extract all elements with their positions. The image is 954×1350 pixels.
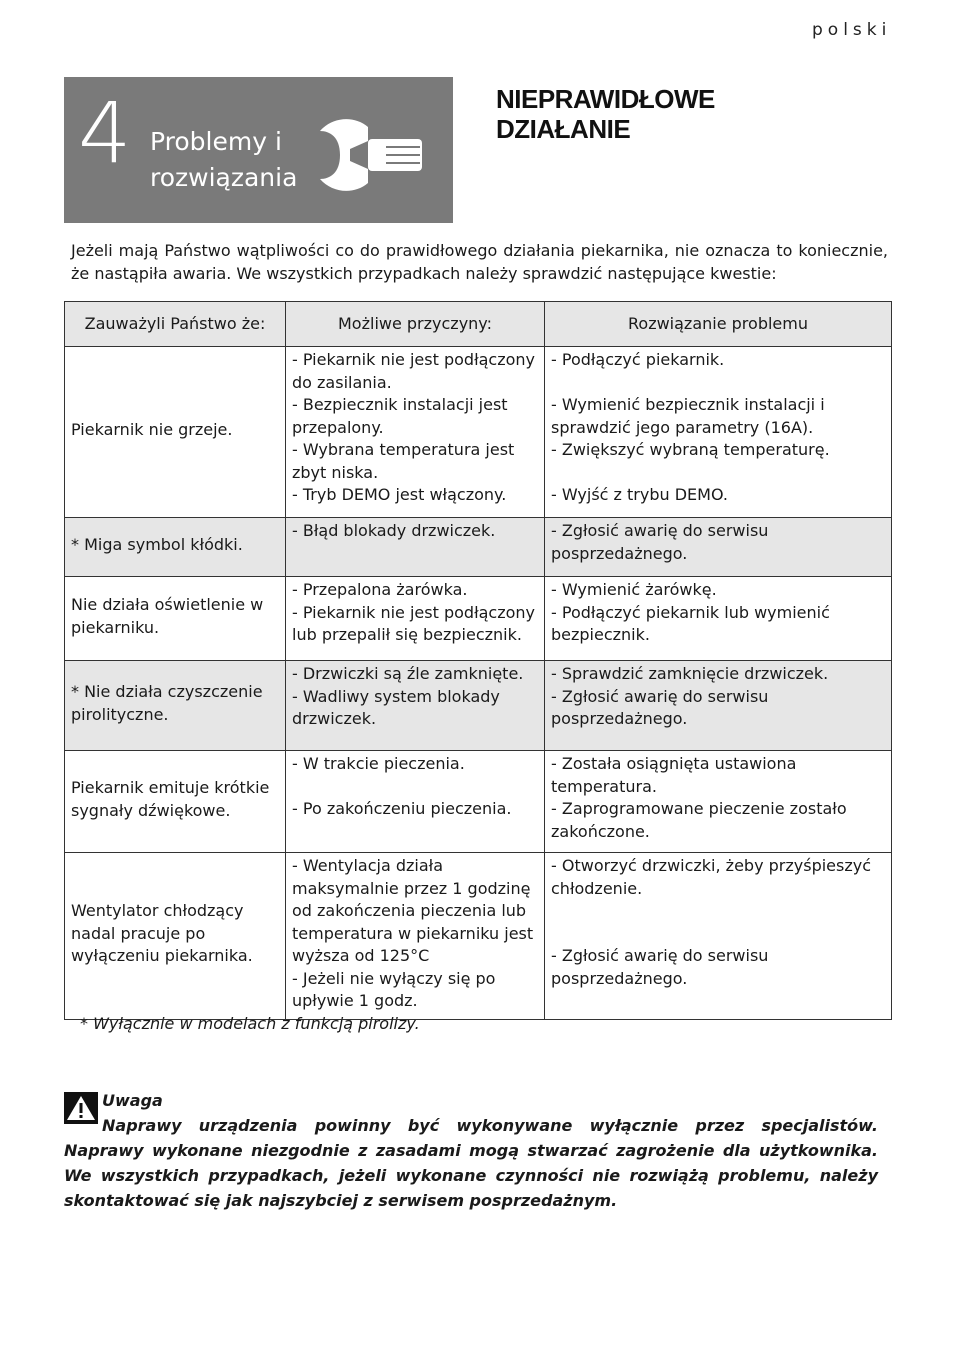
language-label: polski — [812, 20, 892, 40]
cell-spacer — [551, 900, 885, 923]
table-row — [65, 751, 892, 853]
cause-item: - Piekarnik nie jest podłączony lub przepalił się bezpiecznik. — [292, 602, 536, 644]
symptom-cell: Piekarnik nie grzeje. — [65, 347, 286, 518]
intro-paragraph: Jeżeli mają Państwo wątpliwości co do prawidłowego działania piekarnika, nie oznacza to koniecznie, że nastąpiła awaria. We wszystkich przypadkach należy sprawdzić następujące kwestie: — [71, 241, 888, 283]
solution-item: - Zgłosić awarię do serwisu posprzedażnego. — [551, 686, 769, 728]
solutions-cell — [545, 853, 892, 1020]
solution-item: - Została osiągnięta ustawiona temperatura. — [551, 754, 797, 796]
cause-item: - Piekarnik nie jest podłączony do zasilania. — [292, 350, 536, 392]
causes-cell — [286, 853, 545, 1020]
footnote: * Wyłącznie w modelach z funkcją pirolizy. — [80, 1014, 420, 1033]
solutions-cell — [545, 577, 892, 661]
table-header-row — [65, 302, 892, 347]
cause-item: - Błąd blokady drzwiczek. — [292, 521, 496, 540]
symptom-cell: * Miga symbol kłódki. — [65, 518, 286, 577]
causes-cell — [286, 518, 545, 577]
solution-item: - Zgłosić awarię do serwisu posprzedażnego. — [551, 521, 769, 563]
solution-item: - Podłączyć piekarnik. — [551, 350, 725, 369]
troubleshooting-table — [64, 301, 892, 1020]
chapter-title-line2: rozwiązania — [150, 163, 298, 192]
causes-cell — [286, 751, 545, 853]
header-solutions: Rozwiązanie problemu — [545, 302, 892, 347]
symptom-cell: Nie działa oświetlenie w piekarniku. — [65, 577, 286, 661]
chapter-title-line1: Problemy i — [150, 127, 282, 156]
solutions-cell — [545, 751, 892, 853]
solutions-cell — [545, 661, 892, 751]
solutions-cell — [545, 347, 892, 518]
solution-item: - Wyjść z trybu DEMO. — [551, 485, 728, 504]
header-causes: Możliwe przyczyny: — [286, 302, 545, 347]
header-symptom: Zauważyli Państwo że: — [65, 302, 286, 347]
chapter-banner — [64, 77, 453, 223]
symptom-cell: * Nie działa czyszczenie pirolityczne. — [65, 661, 286, 751]
cause-item: - Wybrana temperatura jest zbyt niska. — [292, 440, 515, 482]
causes-cell — [286, 661, 545, 751]
cause-item: - Po zakończeniu pieczenia. — [292, 799, 512, 818]
cell-spacer — [551, 462, 885, 485]
solution-item: - Zwiększyć wybraną temperaturę. — [551, 440, 830, 459]
cause-item: - Jeżeli nie wyłączy się po upływie 1 godz. — [292, 968, 496, 1010]
table-row — [65, 853, 892, 1020]
causes-cell — [286, 347, 545, 518]
section-heading-line1: NIEPRAWIDŁOWE — [496, 84, 715, 114]
solution-item: - Sprawdzić zamknięcie drzwiczek. — [551, 664, 829, 683]
causes-cell — [286, 577, 545, 661]
cell-spacer — [292, 776, 538, 799]
cell-spacer — [551, 923, 885, 946]
solution-item: - Otworzyć drzwiczki, żeby przyśpieszyć chłodzenie. — [551, 856, 872, 898]
solution-item: - Wymienić bezpiecznik instalacji i sprawdzić jego parametry (16A). — [551, 395, 825, 437]
table-row — [65, 577, 892, 661]
solution-item: - Podłączyć piekarnik lub wymienić bezpiecznik. — [551, 602, 830, 644]
solution-item: - Zgłosić awarię do serwisu posprzedażnego. — [551, 946, 769, 988]
table-row — [65, 347, 892, 518]
warning-block — [64, 1088, 878, 1213]
cause-item: - Wentylacja działa maksymalnie przez 1 godzinę od zakończenia pieczenia lub temperatura w piekarniku jest wyższa od 125°C — [292, 856, 534, 965]
chapter-number: 4 — [78, 84, 132, 182]
cause-item: - Drzwiczki są źle zamknięte. — [292, 664, 524, 683]
section-heading-line2: DZIAŁANIE — [496, 114, 631, 144]
cause-item: - Wadliwy system blokady drzwiczek. — [292, 686, 500, 728]
cause-item: - Przepalona żarówka. — [292, 580, 468, 599]
solution-item: - Wymienić żarówkę. — [551, 580, 717, 599]
cell-spacer — [551, 372, 885, 395]
cause-item: - Bezpiecznik instalacji jest przepalony. — [292, 395, 508, 437]
solution-item: - Zaprogramowane pieczenie zostało zakończone. — [551, 799, 847, 841]
symptom-cell: Piekarnik emituje krótkie sygnały dźwiękowe. — [65, 751, 286, 853]
solutions-cell — [545, 518, 892, 577]
section-heading — [496, 84, 796, 144]
cause-item: - W trakcie pieczenia. — [292, 754, 465, 773]
warning-text: Naprawy urządzenia powinny być wykonywane wyłącznie przez specjalistów. Naprawy wykonane niezgodnie z zasadami mogą stwarzać zagrożenie dla użytkownika. We wszystkich przypadkach, jeżeli wykonane czynności nie rozwiążą problemu, należy skontaktować się jak najszybciej z serwisem posprzedażnym. — [64, 1116, 878, 1210]
table-row — [65, 661, 892, 751]
warning-title: Uwaga — [102, 1091, 163, 1110]
wrench-icon — [310, 117, 430, 193]
table-row — [65, 518, 892, 577]
cause-item: - Tryb DEMO jest włączony. — [292, 485, 507, 504]
symptom-cell: Wentylator chłodzący nadal pracuje po wyłączeniu piekarnika. — [65, 853, 286, 1020]
